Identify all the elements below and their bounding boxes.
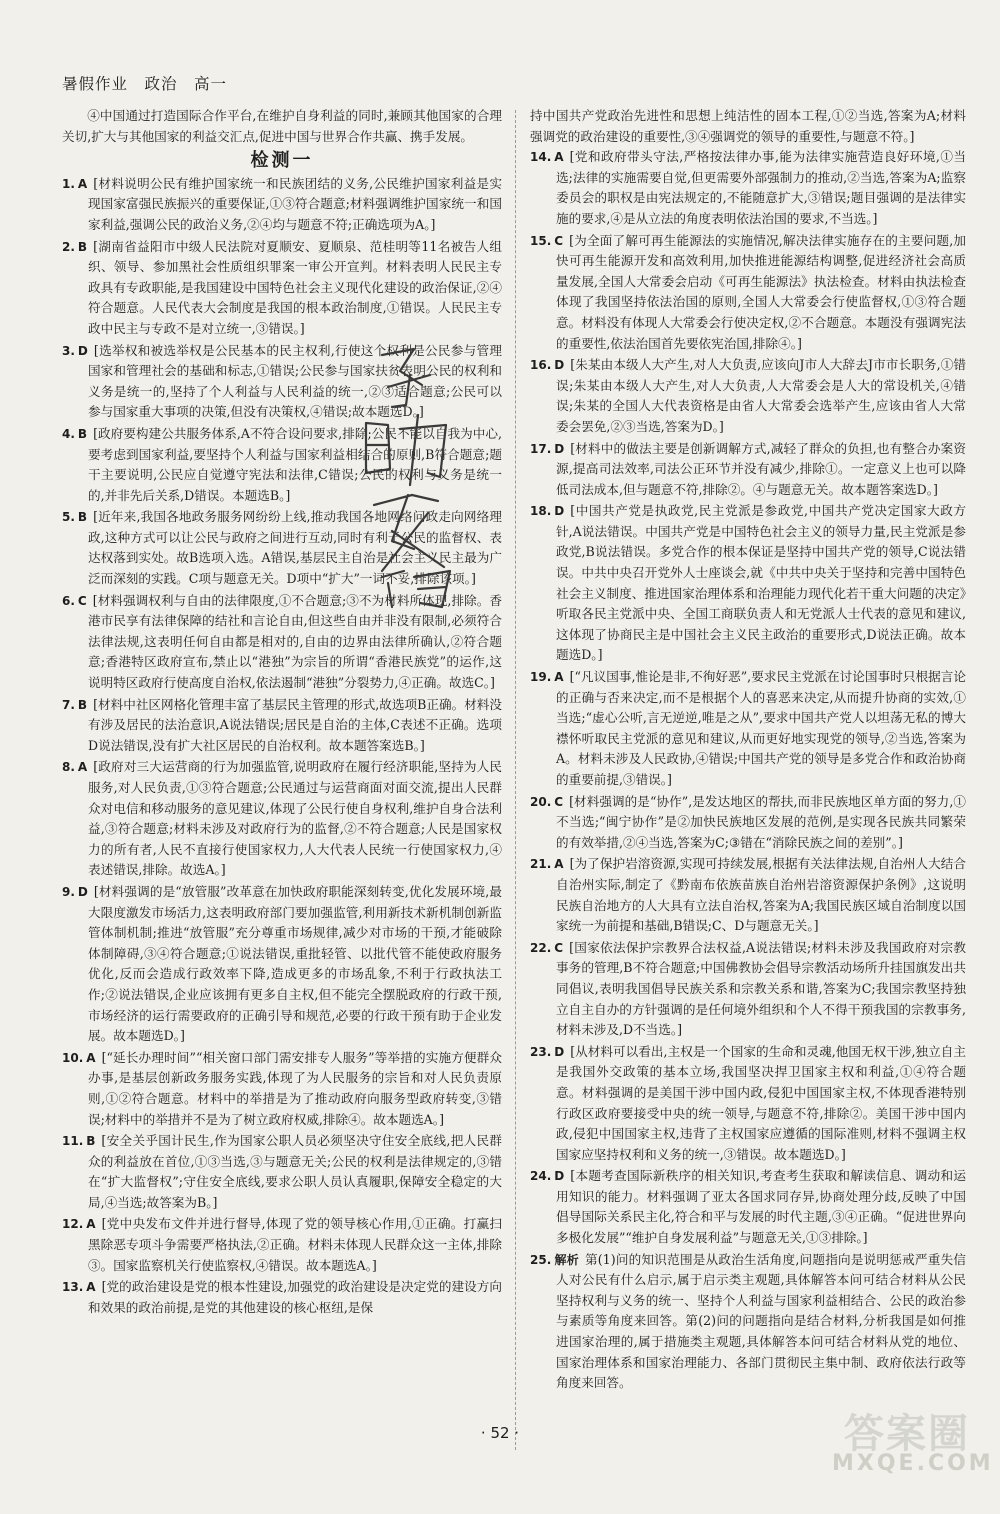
item-explanation: [近年来,我国各地政务服务网纷纷上线,推动我国各地网络问政走向网络理政,这种方式可以让公民与政府之间进行互动,同时有利于公民的监督权、表达权落到实处。故B选项入选。A错误,基层民主自治是社会主义民主最为广泛而深刻的实践。C项与题意无关。D项中“扩大”一词不妥,排除该项。] [88, 509, 502, 587]
handwritten-marks [352, 345, 472, 615]
handwriting-stroke [382, 349, 430, 407]
item-number: 22. [530, 940, 552, 955]
item-number: 7. [62, 697, 75, 712]
answer-list-right [530, 147, 966, 1394]
item-number: 20. [530, 794, 552, 809]
answer-item [62, 1048, 502, 1130]
answer-item [530, 938, 966, 1041]
right-column [530, 106, 966, 1395]
item-explanation: [选举权和被选举权是公民基本的民主权利,行使这个权利是公民参与管理国家和管理社会的基础和标志,①错误;公民参与国家扶贫表明公民的权利和义务是统一的,坚持了个人利益与人民利益的统一,②③适合题意;公民可以参与国家重大事项的决策,但没有决策权,④错误;故本题选D。] [88, 342, 502, 420]
item-answer: D [77, 884, 88, 899]
item-number: 8. [62, 760, 75, 775]
item-answer: C [554, 794, 564, 809]
answer-item [530, 1250, 966, 1394]
item-explanation: [“凡议国事,惟论是非,不徇好恶”,要求民主党派在讨论国事时只根据言论的正确与否来决定,而不是根据个人的喜恶来决定,从而提升协商的实效,①当选;“虚心公听,言无逆逆,唯是之从”,要求中国共产党人以坦荡无私的博大襟怀听取民主党派的意见和建议,从而更好地实现党的领导,②当选,答案为A。材料未涉及人民政协,④错误;中国共产党的领导是多党合作和政治协商的重要前提,③错误。] [556, 669, 966, 787]
item-answer: 解析 [554, 1252, 579, 1267]
item-explanation: 第(1)问的知识范围是从政治生活角度,问题指向是说明惩戒严重失信人对公民有什么启示,属于启示类主观题,具体解答本问可结合材料从公民坚持权利与义务的统一、坚持个人利益与国家利益相结合、公民的政治参与素质等角度来回答。第(2)问的问题指向是结合材料,分析我国是如何推进国家治理的,属于措施类主观题,具体解答本问可结合材料从党的地位、国家治理体系和国家治理能力、各部门贯彻民主集中制、政府依法行政等角度来回答。 [556, 1251, 966, 1391]
watermark-domain: MXQE.COM [832, 1451, 994, 1476]
item-number: 10. [62, 1050, 84, 1065]
item-number: 23. [530, 1044, 552, 1059]
item-answer: B [77, 239, 88, 254]
answer-item [62, 695, 502, 757]
item-explanation: [党和政府带头守法,严格按法律办事,能为法律实施营造良好环境,①当选;法律的实施需要自觉,但更需要外部强制力的推动,②当选,答案为A;监察委员会的职权是由宪法规定的,不能随意扩大,③错误;题目强调的是法律实施的要求,④是从立法的角度表明依法治国的要求,不当选。] [556, 149, 966, 226]
item-explanation: [材料中的做法主要是创新调解方式,减轻了群众的负担,也有整合办案资源,提高司法效率,司法公正环节并没有减少,排除①。一定意义上也可以降低司法成本,但与题意不符,排除②。④与题意无关。故本题答案选D。] [556, 440, 966, 497]
item-answer: C [554, 233, 564, 248]
item-answer: A [86, 1280, 96, 1295]
item-explanation: [“延长办理时间”“相关窗口部门需安排专人服务”等举措的实施方便群众办事,是基层创新政务服务实践,体现了为人民服务的宗旨和对人民负责原则,①②符合题意。材料中的举措是为了推动政府向服务型政府转变,③错误;材料中的举措并不是为了树立政府权威,排除④。故本题选A。] [88, 1049, 502, 1127]
continuation-paragraph: 持中国共产党政治先进性和思想上纯洁性的固本工程,①②当选,答案为A;材料强调党的政治建设的重要性,③④强调党的领导的重要性,与题意不符。] [530, 108, 966, 144]
column-divider [515, 110, 516, 1450]
item-number: 1. [62, 176, 75, 191]
item-answer: B [77, 426, 88, 441]
item-explanation: [为了保护岩溶资源,实现可持续发展,根据有关法律法规,自治州人大结合自治州实际,制定了《黔南布依族苗族自治州岩溶资源保护条例》,这说明民族自治地方的人大具有立法自治权,答案为A;我国民族区域自治制度以国家统一为前提和基础,B错误;C、D与题意无关。] [556, 856, 966, 934]
item-number: 12. [62, 1217, 84, 1232]
item-explanation: [国家依法保护宗教界合法权益,A说法错误;材料未涉及我国政府对宗教事务的管理,B不符合题意;中国佛教协会倡导宗教活动场所升挂国旗发出共同倡议,表明我国倡导民族关系和宗教关系和谐,答案为C;我国宗教坚持独立自主自办的方针强调的是任何境外组织和个人不得干预我国的宗教事务,材料未涉及,D不当选。] [556, 939, 966, 1038]
answer-item [530, 1166, 966, 1248]
answer-item [62, 1214, 502, 1276]
item-number: 11. [62, 1134, 84, 1149]
running-head: 暑假作业 政治 高一 [62, 75, 228, 93]
answer-item [530, 501, 966, 666]
item-number: 9. [62, 884, 75, 899]
answer-item [530, 667, 966, 791]
answer-item [530, 231, 966, 355]
item-number: 24. [530, 1169, 552, 1184]
item-answer: A [77, 760, 88, 775]
item-explanation: [安全关乎国计民生,作为国家公职人员必须坚决守住安全底线,把人民群众的利益放在首位,①③当选,③与题意无关;公民的权利是法律规定的,③错在“扩大监督权”;守住安全底线,要求公职人员认真履职,保障安全稳定的大局,④当选;故答案为B。] [88, 1133, 502, 1210]
item-answer: D [554, 1044, 565, 1059]
item-number: 15. [530, 233, 552, 248]
item-answer: B [77, 510, 88, 525]
item-answer: B [86, 1134, 96, 1149]
answer-item [530, 792, 966, 854]
item-answer: D [554, 358, 565, 373]
item-explanation: [从材料可以看出,主权是一个国家的生命和灵魂,他国无权干涉,独立自主是我国外交政策的基本立场,我国坚决捍卫国家主权和利益,①④符合题意。材料强调的是美国干涉中国内政,侵犯中国国家主权,不体现香港特别行政区政府要接受中央的统一领导,与题意不符,排除②。美国干涉中国内政,侵犯中国国家主权,违背了主权国家应遵循的国际准则,材料不强调主权国家应坚持权利和义务的统一,③错误。故本题选D。] [556, 1043, 966, 1162]
item-answer: D [554, 504, 565, 519]
item-explanation: [政府对三大运营商的行为加强监管,说明政府在履行经济职能,坚持为人民服务,对人民负责,①③符合题意;公民通过与运营商面对面交流,提出人民群众对电信和移动服务的意见建议,体现了公民行使自身权利,维护自身合法利益,③符合题意;材料未涉及对政府行为的监督,②不符合题意;人民是国家权力的所有者,人民不直接行使国家权力,人大代表人民统一行使国家权力,④表述错误,排除。故选A。] [88, 759, 502, 878]
item-explanation: [材料强调的是“放管服”改革意在加快政府职能深刻转变,优化发展环境,最大限度激发市场活力,这表明政府部门要加强监管,利用新技术新机制创新监管体制机制;推进“放管服”充分尊重市场规律,减少对市场的干预,才能破除体制障碍,③④符合题意;①说法错误,重批轻管、以批代管不能使政府服务优化,反而会造成行政效率下降,造成更多的市场乱象,不利于行政执法工作;②说法错误,企业应该拥有更多自主权,但不能完全摆脱政府的行政干预,市场经济的运行需要政府的正确引导和规范,必要的行政干预有助于企业发展。故本题选D。] [88, 883, 502, 1044]
item-explanation: [湖南省益阳市中级人民法院对夏顺安、夏顺泉、范桂明等11名被告人组织、领导、参加黑社会性质组织罪案一审公开宣判。材料表明人民民主专政具有专政职能,是我国建设中国特色社会主义现代化建设的政治保证,②④符合题意。人民代表大会制度是我国的根本政治制度,①错误。人民民主专政中民主与专政不是对立统一,③错误。] [88, 238, 502, 336]
answer-item [530, 147, 966, 229]
item-number: 14. [530, 150, 552, 165]
item-answer: A [86, 1050, 96, 1065]
item-answer: C [77, 593, 87, 608]
answer-item [62, 237, 502, 340]
item-explanation: [党的政治建设是党的根本性建设,加强党的政治建设是决定党的建设方向和效果的政治前提,是党的其他建设的核心枢纽,是保 [88, 1279, 502, 1315]
item-explanation: [材料中社区网格化管理丰富了基层民主管理的形式,故选项B正确。材料没有涉及居民的法治意识,A说法错误;居民是自治的主体,C表述不正确。选项D说法错误,没有扩大社区居民的自治权利。故本题答案选B。] [88, 696, 502, 753]
answer-item [530, 1042, 966, 1166]
watermark-title: 答案圈 [844, 1411, 970, 1457]
item-answer: D [554, 1169, 565, 1184]
item-number: 21. [530, 857, 552, 872]
answer-item [62, 757, 502, 881]
item-explanation: [朱某由本级人大产生,对人大负责,应该向J市人大辞去J市市长职务,①错误;朱某由本级人大产生,对人大负责,人大常委会是人大的常设机关,④错误;朱某的全国人大代表资格是由省人大常委会选举产生,应该由省人大常委会罢免,②③当选,答案为D。] [556, 357, 966, 434]
answer-item [62, 174, 502, 236]
item-number: 5. [62, 510, 75, 525]
handwriting-stroke [382, 571, 450, 607]
item-answer: C [554, 940, 564, 955]
item-number: 16. [530, 358, 552, 373]
item-explanation: [党中央发布文件并进行督导,体现了党的领导核心作用,①正确。打赢扫黑除恶专项斗争需要严格执法,②正确。材料未体现人民群众这一主体,排除③。国家监察机关行使监察权,④错误。故本题选A。] [88, 1216, 502, 1273]
item-answer: A [77, 176, 88, 191]
item-answer: A [554, 857, 564, 872]
watermark-logo [832, 1402, 994, 1492]
item-number: 2. [62, 239, 75, 254]
item-number: 3. [62, 343, 75, 358]
item-explanation: [材料强调权利与自由的法律限度,①不合题意;③不为材料所体现,排除。香港市民享有法律保障的结社和言论自由,但这些自由并非没有限制,必须符合法律法规,这表明任何自由都是相对的,自由的边界由法律所确认,②符合题意;香港特区政府宣布,禁止以“港独”为宗旨的所谓“香港民族党”的运作,这说明特区政府行使高度自治权,依法遏制“港独”分裂势力,④正确。故选C。] [88, 592, 502, 691]
left-column [62, 106, 502, 1319]
item-answer: B [77, 697, 88, 712]
item-explanation: [为全面了解可再生能源法的实施情况,解决法律实施存在的主要问题,加快可再生能源开发和高效利用,加快推进能源结构调整,促进经济社会高质量发展,全国人大常委会启动《可再生能源法》执法检查。材料由执法检查体现了我国坚持依法治国的原则,全国人大常委会行使监督权,①③符合题意。材料没有体现人大常委会行使决定权,②不合题意。本题没有强调宪法的重要性,依法治国首先要依宪治国,排除④。] [556, 232, 966, 351]
page-number: · 52 · [480, 1424, 520, 1442]
item-number: 19. [530, 670, 552, 685]
item-explanation: [材料强调的是“协作”,是发达地区的帮扶,而非民族地区单方面的努力,①不当选;“闽宁协作”是②加快民族地区发展的范例,是实现各民族共同繁荣的有效举措,②④当选,答案为C;③错在“消除民族之间的差别”。] [556, 793, 966, 850]
item-number: 18. [530, 504, 552, 519]
answer-item [530, 854, 966, 936]
intro-paragraph: ④中国通过打造国际合作平台,在维护自身利益的同时,兼顾其他国家的合理关切,扩大与其他国家的利益交汇点,促进中国与世界合作共赢、携手发展。 [62, 108, 502, 144]
item-number: 6. [62, 593, 75, 608]
item-explanation: [中国共产党是执政党,民主党派是参政党,中国共产党决定国家大政方针,A说法错误。中国共产党是中国特色社会主义的领导力量,民主党派是参政党,B说法错误。多党合作的根本保证是坚持中国共产党的领导,C说法错误。中共中央召开党外人士座谈会,就《中共中央关于坚持和完善中国特色社会主义制度、推进国家治理体系和治理能力现代化若干重大问题的决定》听取各民主党派中央、全国工商联负责人和无党派人士代表的意见和建议,这体现了协商民主是中国社会主义民主政治的重要形式,D说法正确。故本题选D。] [556, 503, 966, 663]
handwriting-stroke [374, 495, 444, 571]
item-number: 4. [62, 426, 75, 441]
answer-item [62, 1277, 502, 1318]
answer-item [530, 439, 966, 501]
answer-item [62, 1131, 502, 1213]
section-title: 检测一 [250, 150, 314, 172]
item-answer: A [86, 1217, 96, 1232]
answer-item [62, 882, 502, 1047]
answer-item [530, 355, 966, 437]
item-answer: A [554, 670, 564, 685]
item-number: 25. [530, 1252, 552, 1267]
item-explanation: [政府要构建公共服务体系,A不符合设问要求,排除;公民不能以自我为中心,要考虑到国家利益,要坚持个人利益与国家利益相结合的原则,B符合题意;题干主要说明,公民应自觉遵守宪法和法律,C错误;公民的权利与义务是统一的,并非先后关系,D错误。本题选B。] [88, 425, 502, 503]
item-number: 13. [62, 1280, 84, 1295]
item-number: 17. [530, 441, 552, 456]
handwriting-stroke [366, 415, 446, 485]
item-explanation: [材料说明公民有维护国家统一和民族团结的义务,公民维护国家利益是实现国家富强民族振兴的重要保证,①③符合题意;材料强调维护国家统一和国家利益,强调公民的政治义务,②④均与题意不符;正确选项为A。] [88, 175, 502, 232]
item-answer: D [554, 441, 565, 456]
item-answer: D [77, 343, 88, 358]
item-explanation: [本题考查国际新秩序的相关知识,考查考生获取和解读信息、调动和运用知识的能力。材料强调了亚太各国求同存异,协商处理分歧,反映了中国倡导国际关系民主化,符合和平与发展的时代主题,③④正确。“促进世界向多极化发展”“维护自身发展利益”与题意无关,①③排除。] [556, 1168, 966, 1246]
item-answer: A [554, 150, 564, 165]
